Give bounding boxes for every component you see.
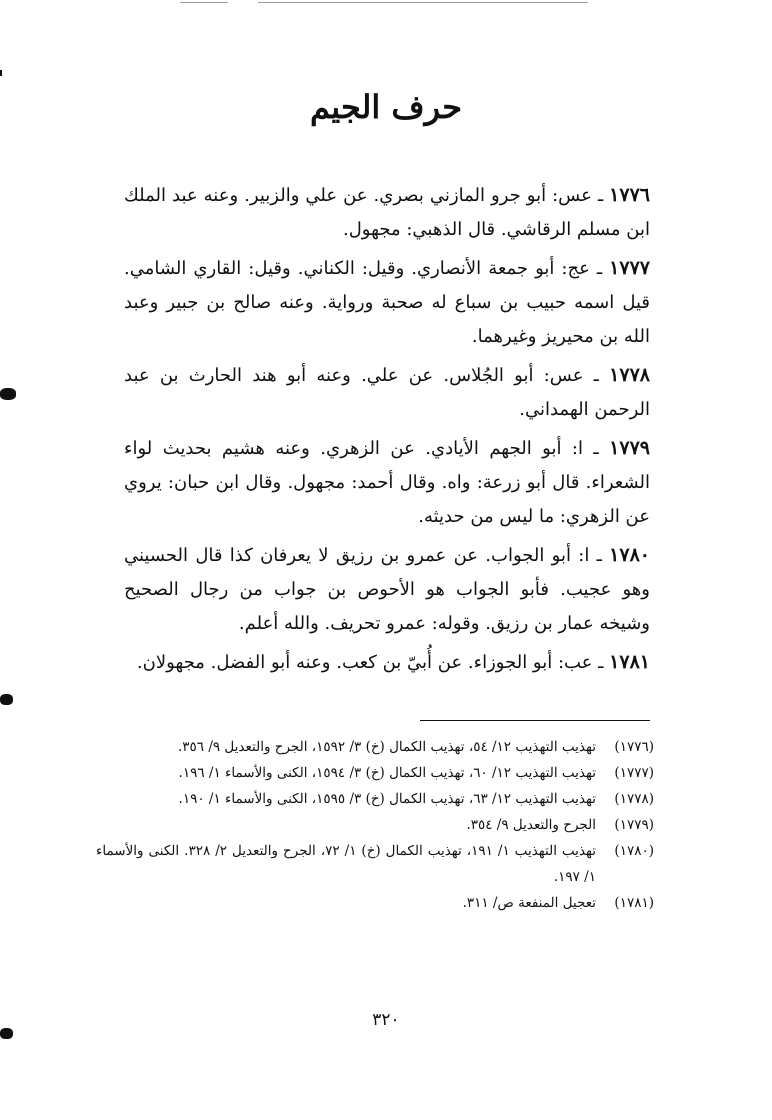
footnote-text: تهذيب التهذيب ١٢/ ٦٣، تهذيب الكمال (خ) ٣/ ١٥٩٥، الكنى والأسماء ١/ ١٩٠. [178,791,596,807]
entry-1781 [124,645,650,680]
scan-artifact-mark [0,70,2,76]
footnotes-list [96,734,654,916]
footnote-number: (١٧٨١) [614,895,654,911]
footnote-number: (١٧٧٩) [614,817,654,833]
entry-number: ١٧٧٩ [609,437,650,459]
entry-number: ١٧٧٦ [609,184,650,206]
page-number: ٣٢٠ [372,1010,400,1030]
footnote-1778 [96,786,654,812]
chapter-title: حرف الجيم [310,88,462,126]
scan-artifact-line [258,2,588,3]
scan-binding-mark [0,388,16,400]
entry-1776 [124,178,650,247]
scan-binding-mark [0,694,13,705]
scan-artifact-line [180,2,228,3]
entry-text: ـ عب: أبو الجوزاء. عن أُبيّ بن كعب. وعنه أبو الفضل. مجهولان. [136,652,604,673]
scan-binding-mark [0,1028,13,1039]
entry-text: ـ ا: أبو الجواب. عن عمرو بن رزيق لا يعرفان كذا قال الحسيني وهو عجيب. فأبو الجواب هو الأحوص بن جواب من رجال الصحيح وشيخه عمار بن رزيق. وقوله: عمرو تحريف. والله أعلم. [124,545,650,634]
footnote-number: (١٧٨٠) [614,843,654,859]
footnote-text: تهذيب التهذيب ١٢/ ٥٤، تهذيب الكمال (خ) ٣/ ١٥٩٢، الجرح والتعديل ٩/ ٣٥٦. [177,739,596,755]
footnote-number: (١٧٧٦) [614,739,654,755]
entry-1780 [124,538,650,641]
footnote-text: تهذيب التهذيب ١٢/ ٦٠، تهذيب الكمال (خ) ٣/ ١٥٩٤، الكنى والأسماء ١/ ١٩٦. [178,765,596,781]
entry-text: ـ عج: أبو جمعة الأنصاري. وقيل: الكناني. وقيل: القاري الشامي. قيل اسمه حبيب بن سباع له صحبة ورواية. وعنه صالح بن جبير وعبد الله بن محيريز وغيرهما. [124,258,650,347]
entry-number: ١٧٨٠ [609,544,650,566]
footnote-1777 [96,760,654,786]
footnote-text: تهذيب التهذيب ١/ ١٩١، تهذيب الكمال (خ) ١/ ٧٢، الجرح والتعديل ٢/ ٣٢٨. الكنى والأسماء ١/ ١٩٧. [96,843,597,885]
footnote-separator [420,720,650,721]
entry-1778 [124,358,650,427]
entry-1777 [124,251,650,354]
footnote-text: تعجيل المنفعة ص/ ٣١١. [462,895,596,911]
entries-list [124,178,650,684]
entry-1779 [124,431,650,534]
footnote-1780 [96,838,654,890]
entry-number: ١٧٨١ [609,651,650,673]
footnote-number: (١٧٧٧) [614,765,654,781]
footnote-text: الجرح والتعديل ٩/ ٣٥٤. [466,817,596,833]
entry-number: ١٧٧٧ [609,257,650,279]
entry-text: ـ عس: أبو جرو المازني بصري. عن علي والزبير. وعنه عبد الملك ابن مسلم الرقاشي. قال الذهبي: مجهول. [124,185,650,240]
footnote-1779 [96,812,654,838]
footnote-1781 [96,890,654,916]
entry-text: ـ عس: أبو الجُلاس. عن علي. وعنه أبو هند الحارث بن عبد الرحمن الهمداني. [124,365,650,420]
entry-number: ١٧٧٨ [609,364,650,386]
footnote-1776 [96,734,654,760]
footnote-number: (١٧٧٨) [614,791,654,807]
entry-text: ـ ا: أبو الجهم الأيادي. عن الزهري. وعنه هشيم بحديث لواء الشعراء. قال أبو زرعة: واه. وقال أحمد: مجهول. وقال ابن حبان: يروي عن الزهري: ما ليس من حديثه. [124,438,650,527]
